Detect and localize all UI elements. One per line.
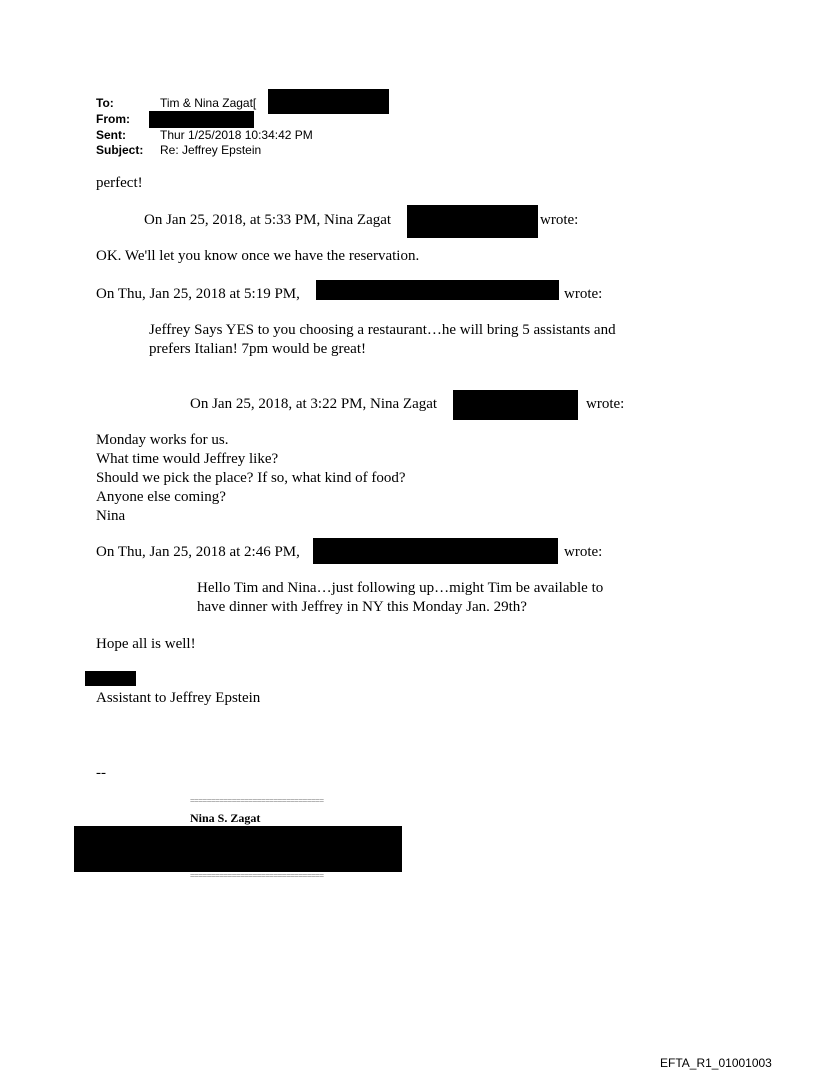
document-id: EFTA_R1_01001003 <box>660 1056 772 1070</box>
redaction-quote1-email <box>407 205 538 238</box>
reply-text: perfect! <box>96 175 143 191</box>
redaction-quote2-email <box>316 280 559 300</box>
subject-label: Subject: <box>96 143 144 157</box>
signature-rule-top: ================================ <box>190 796 324 805</box>
quote1-text: OK. We'll let you know once we have the reservation. <box>96 248 420 264</box>
quote3-line: Nina <box>96 508 126 524</box>
redaction-signature-contact <box>74 826 402 872</box>
to-value: Tim & Nina Zagat[ <box>160 96 257 110</box>
quote3-attribution: On Jan 25, 2018, at 3:22 PM, Nina Zagat <box>190 396 438 412</box>
redaction-sender-name <box>85 671 136 686</box>
quote3-line: What time would Jeffrey like? <box>96 451 279 467</box>
quote4-line: Hello Tim and Nina…just following up…might Tim be available to <box>197 580 604 596</box>
quote3-body <box>96 431 406 526</box>
quote3-wrote: wrote: <box>586 396 625 412</box>
quote2-attribution: On Thu, Jan 25, 2018 at 5:19 PM, <box>96 286 300 302</box>
quote1-attribution: On Jan 25, 2018, at 5:33 PM, Nina Zagat <box>144 212 392 228</box>
quote4-line: have dinner with Jeffrey in NY this Monday Jan. 29th? <box>197 599 527 615</box>
subject-value: Re: Jeffrey Epstein <box>160 143 262 157</box>
signature-name: Nina S. Zagat <box>190 811 261 825</box>
quote3-line: Monday works for us. <box>96 432 229 448</box>
quote2-body <box>149 321 616 359</box>
quote3-line: Should we pick the place? If so, what kind of food? <box>96 470 406 486</box>
signature-separator: -- <box>96 765 106 781</box>
quote4-body <box>197 579 603 617</box>
sent-label: Sent: <box>96 128 126 142</box>
quote2-line: prefers Italian! 7pm would be great! <box>149 341 366 357</box>
quote1-wrote: wrote: <box>540 212 579 228</box>
signature-title: Assistant to Jeffrey Epstein <box>96 690 261 706</box>
quote2-line: Jeffrey Says YES to you choosing a restaurant…he will bring 5 assistants and <box>149 322 616 338</box>
quote3-line: Anyone else coming? <box>96 489 226 505</box>
redaction-quote3-email <box>453 390 578 420</box>
redaction-from <box>149 111 254 128</box>
quote4-wrote: wrote: <box>564 544 603 560</box>
quote2-wrote: wrote: <box>564 286 603 302</box>
to-label: To: <box>96 96 114 110</box>
signature-rule-bottom: ================================ <box>190 871 324 880</box>
closing-text: Hope all is well! <box>96 636 196 652</box>
redaction-to <box>268 89 389 114</box>
quote4-attribution: On Thu, Jan 25, 2018 at 2:46 PM, <box>96 544 300 560</box>
from-label: From: <box>96 112 130 126</box>
sent-value: Thur 1/25/2018 10:34:42 PM <box>160 128 313 142</box>
redaction-quote4-email <box>313 538 558 564</box>
